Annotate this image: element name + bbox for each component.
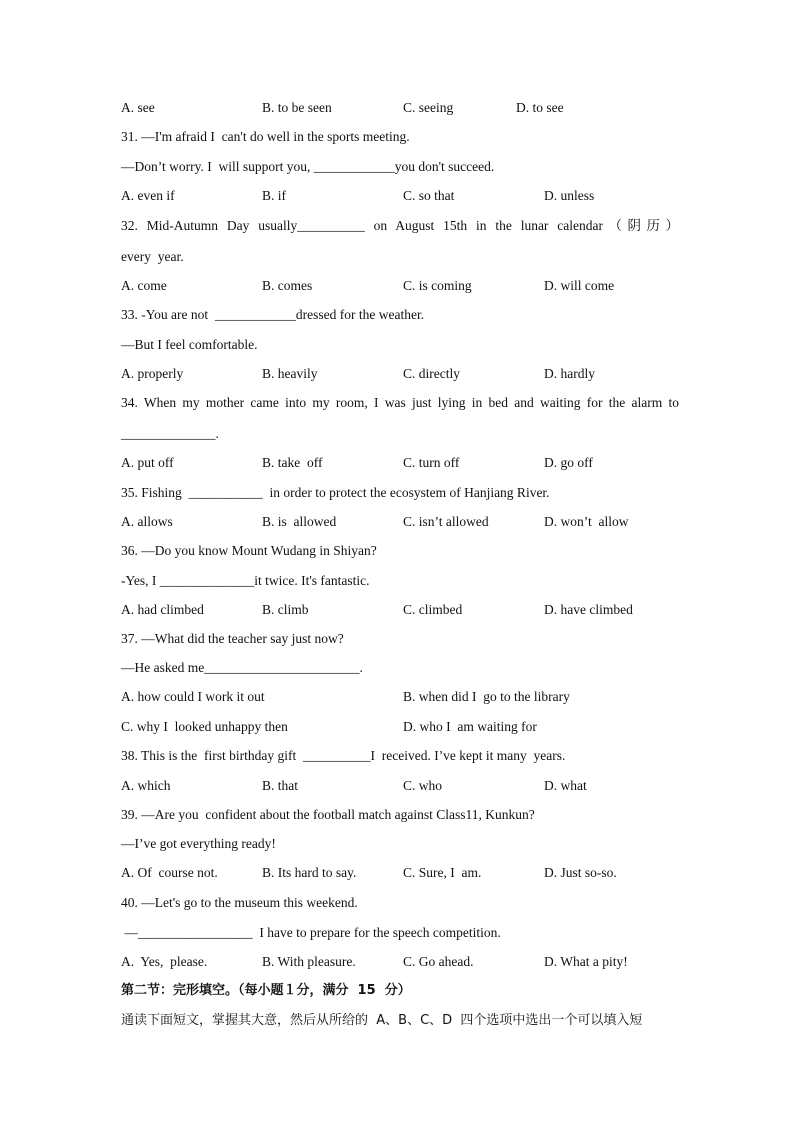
- q35-option-a: A. allows: [121, 514, 173, 529]
- q32-option-b: B. comes: [262, 278, 313, 293]
- q36-reply: -Yes, I ______________it twice. It's fantastic.: [121, 573, 370, 588]
- q38-option-d: D. what: [544, 778, 587, 793]
- q31-option-b: B. if: [262, 188, 287, 203]
- section-instruction: 通读下面短文，掌握其大意，然后从所给的 A、B、C、D 四个选项中选出一个可以填入短: [121, 1013, 643, 1028]
- q37-reply: —He asked me_______________________.: [121, 660, 363, 675]
- q32-prompt-cont: every year.: [121, 249, 184, 264]
- q40-reply: —_________________ I have to prepare for the speech competition.: [121, 925, 501, 940]
- q35-option-c: C. isn’t allowed: [403, 514, 489, 529]
- q40-option-b: B. With pleasure.: [262, 954, 356, 969]
- q39-option-c: C. Sure, I am.: [403, 865, 482, 880]
- q33-prompt: 33. -You are not ____________dressed for the weather.: [121, 307, 425, 322]
- q40-prompt: 40. —Let's go to the museum this weekend.: [121, 895, 358, 910]
- q32-prompt: 32. Mid-Autumn Day usually__________ on August 15th in the lunar calendar（阴历）: [121, 218, 679, 233]
- q33-option-d: D. hardly: [544, 366, 595, 381]
- q33-option-b: B. heavily: [262, 366, 318, 381]
- q34-blank: ______________.: [121, 426, 219, 441]
- q40-option-c: C. Go ahead.: [403, 954, 474, 969]
- q35-prompt: 35. Fishing ___________ in order to protect the ecosystem of Hanjiang River.: [121, 485, 550, 500]
- q36-option-a: A. had climbed: [121, 602, 204, 617]
- q33-reply: —But I feel comfortable.: [121, 337, 258, 352]
- q35-option-b: B. is allowed: [262, 514, 337, 529]
- q39-option-a: A. Of course not.: [121, 865, 218, 880]
- q38-prompt: 38. This is the first birthday gift __________I received. I’ve kept it many years.: [121, 748, 566, 763]
- q31-prompt: 31. —I'm afraid I can't do well in the sports meeting.: [121, 129, 410, 144]
- q37-prompt: 37. —What did the teacher say just now?: [121, 631, 344, 646]
- q30-option-c: C. seeing: [403, 100, 454, 115]
- q34-prompt: 34. When my mother came into my room, I was just lying in bed and waiting for the alarm to: [121, 395, 679, 410]
- q30-option-a: A. see: [121, 100, 155, 115]
- section-heading: 第二节：完形填空。（每小题１分，满分 15 分）: [121, 983, 411, 998]
- q30-option-d: D. to see: [516, 100, 564, 115]
- q36-prompt: 36. —Do you know Mount Wudang in Shiyan?: [121, 543, 377, 558]
- q36-option-d: D. have climbed: [544, 602, 633, 617]
- q32-option-d: D. will come: [544, 278, 615, 293]
- q37-option-a: A. how could I work it out: [121, 689, 265, 704]
- q34-option-a: A. put off: [121, 455, 174, 470]
- q36-option-b: B. climb: [262, 602, 309, 617]
- q38-option-b: B. that: [262, 778, 298, 793]
- q31-option-a: A. even if: [121, 188, 175, 203]
- q40-option-d: D. What a pity!: [544, 954, 628, 969]
- q39-option-b: B. Its hard to say.: [262, 865, 357, 880]
- q32-option-a: A. come: [121, 278, 167, 293]
- q38-option-c: C. who: [403, 778, 443, 793]
- q36-option-c: C. climbed: [403, 602, 463, 617]
- q37-option-c: C. why I looked unhappy then: [121, 719, 288, 734]
- q37-option-d: D. who I am waiting for: [403, 719, 537, 734]
- q31-reply: —Don’t worry. I will support you, ____________you don't succeed.: [121, 159, 495, 174]
- q33-option-a: A. properly: [121, 366, 184, 381]
- q31-option-c: C. so that: [403, 188, 455, 203]
- q34-option-c: C. turn off: [403, 455, 460, 470]
- q40-option-a: A. Yes, please.: [121, 954, 208, 969]
- q38-option-a: A. which: [121, 778, 171, 793]
- q39-option-d: D. Just so-so.: [544, 865, 617, 880]
- q39-reply: —I’ve got everything ready!: [121, 836, 276, 851]
- q31-option-d: D. unless: [544, 188, 595, 203]
- q32-option-c: C. is coming: [403, 278, 472, 293]
- q34-option-d: D. go off: [544, 455, 593, 470]
- q35-option-d: D. won’t allow: [544, 514, 629, 529]
- q39-prompt: 39. —Are you confident about the football match against Class11, Kunkun?: [121, 807, 535, 822]
- q34-option-b: B. take off: [262, 455, 323, 470]
- q37-option-b: B. when did I go to the library: [403, 689, 570, 704]
- q30-option-b: B. to be seen: [262, 100, 332, 115]
- q33-option-c: C. directly: [403, 366, 460, 381]
